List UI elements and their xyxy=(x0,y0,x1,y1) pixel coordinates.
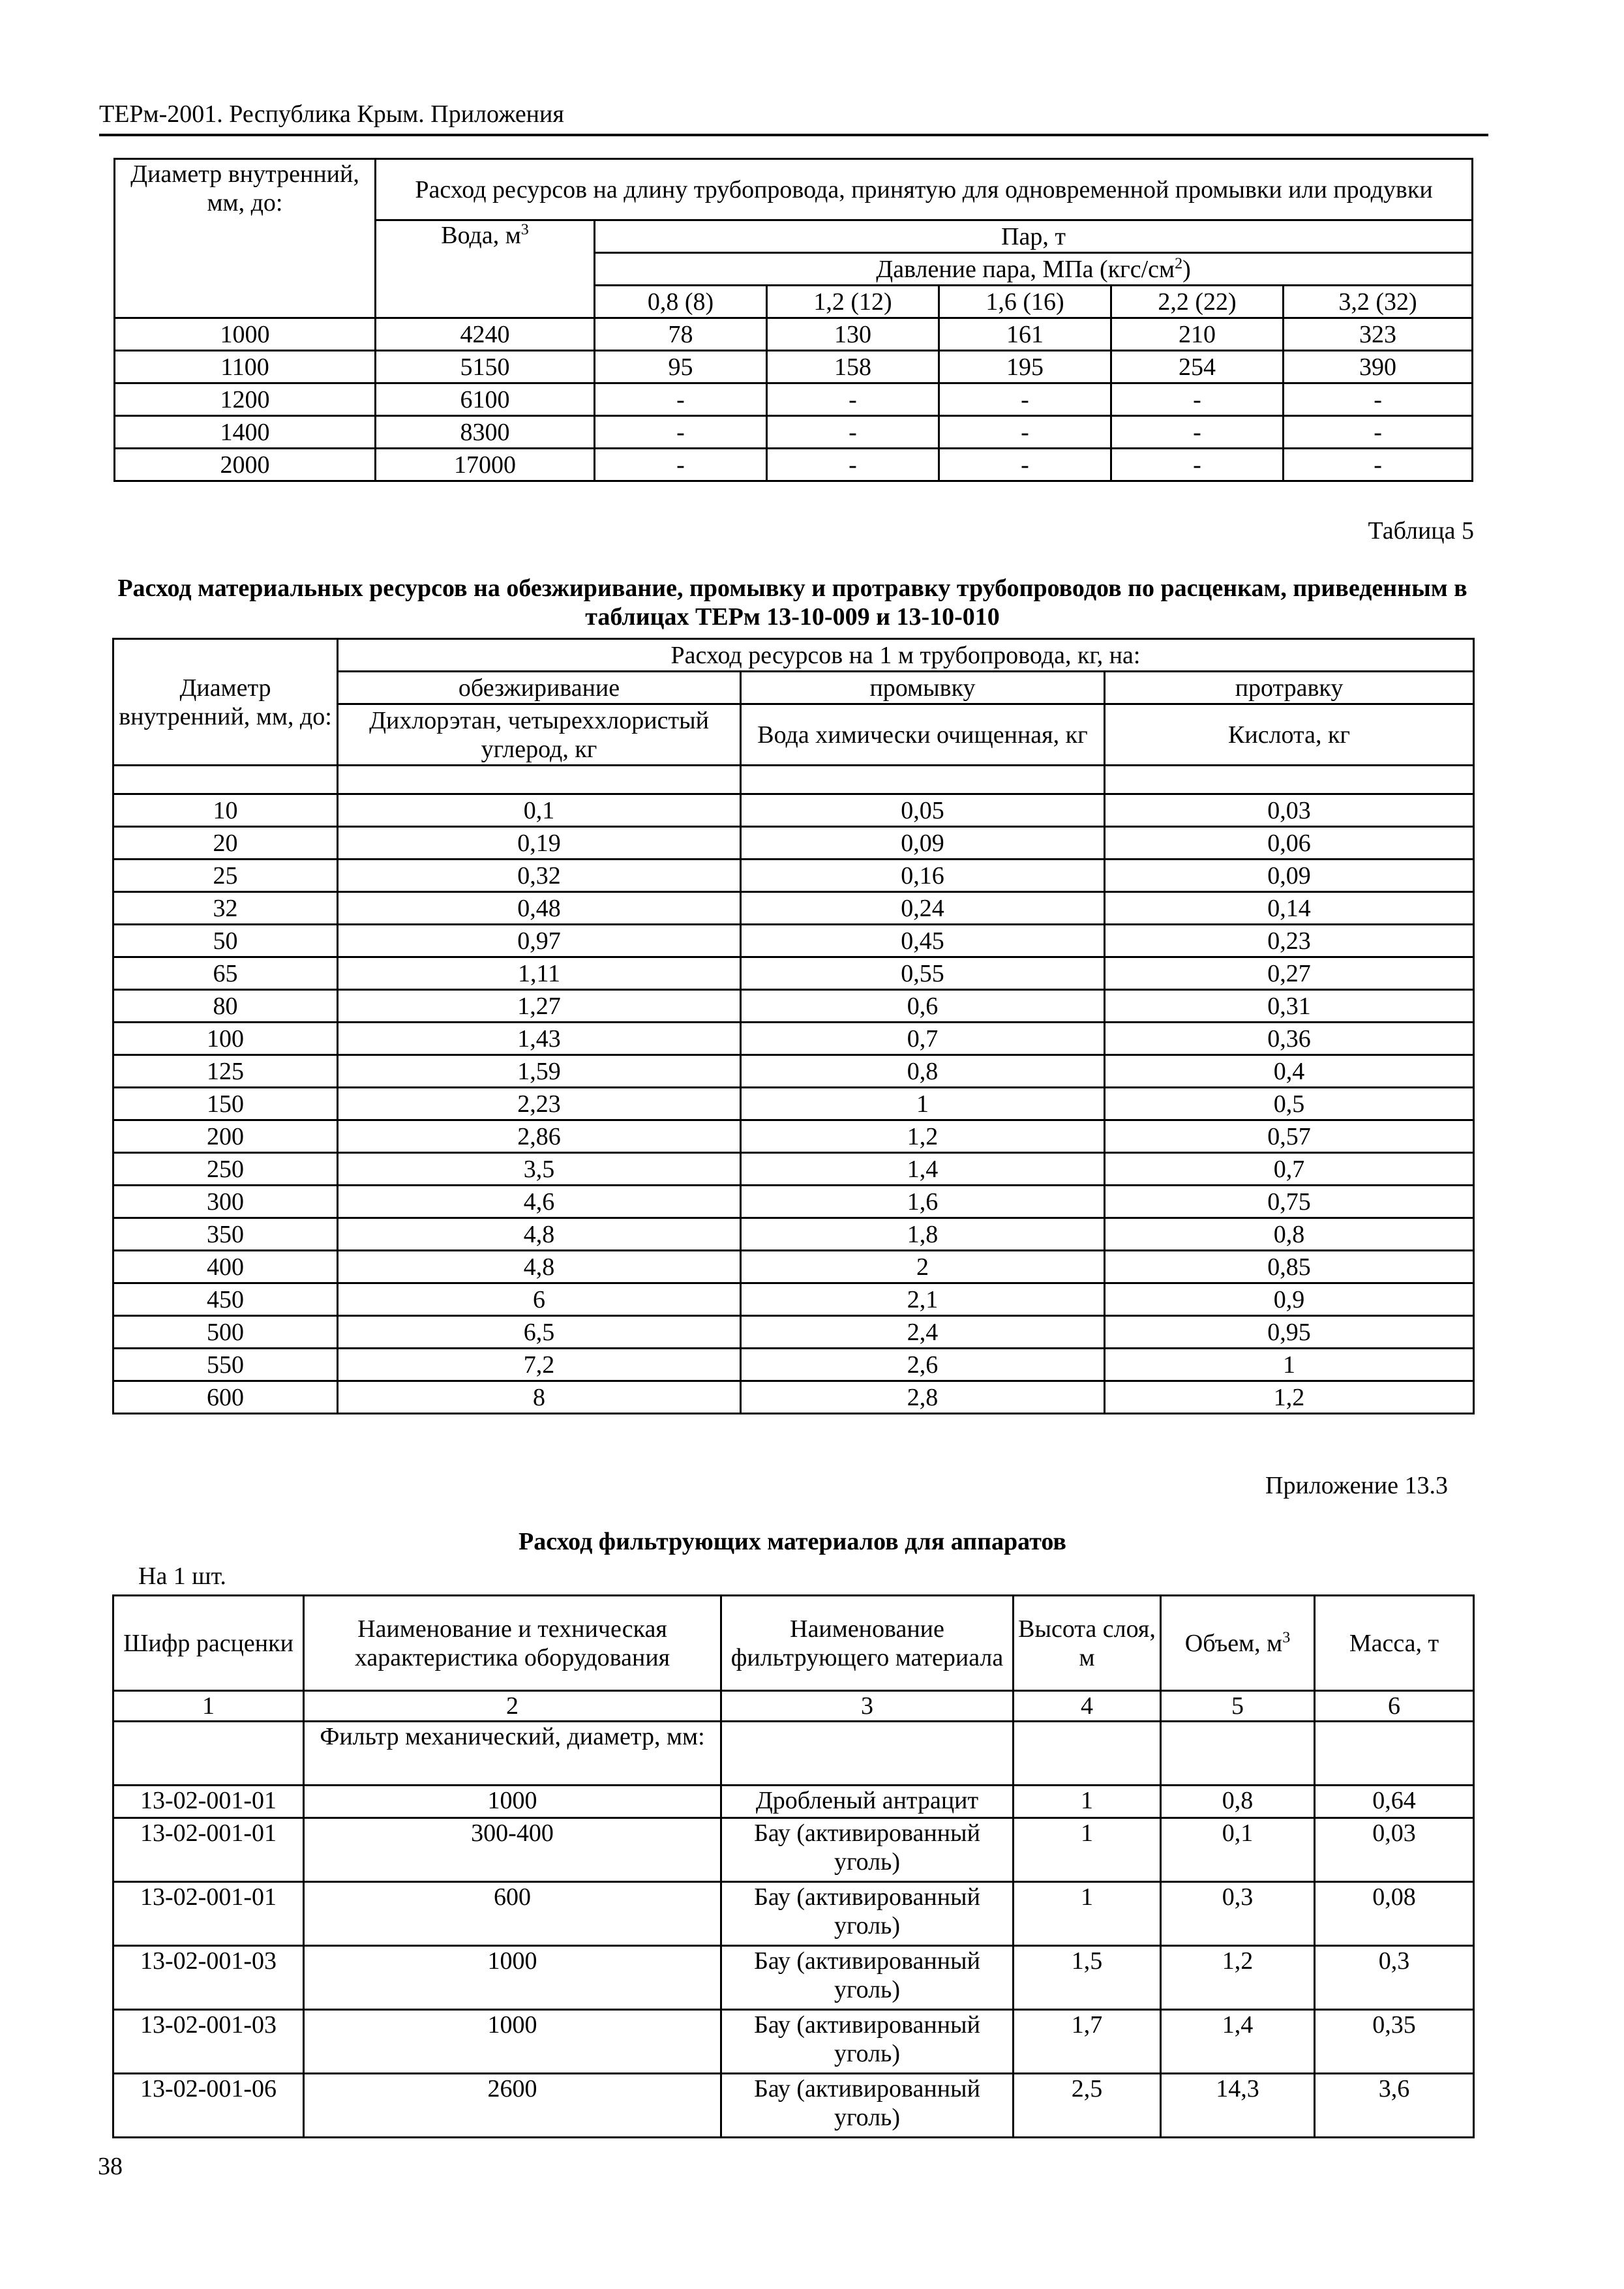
table-cell: - xyxy=(1284,416,1473,449)
table-cell: 10 xyxy=(113,794,338,827)
table-cell: 0,6 xyxy=(741,990,1105,1023)
table-row xyxy=(113,1186,1474,1218)
table-cell: 13-02-001-03 xyxy=(113,2010,304,2074)
table-cell: 300-400 xyxy=(304,1818,721,1882)
table-row xyxy=(113,860,1474,892)
table-cell: - xyxy=(939,449,1111,481)
table-degreasing xyxy=(112,638,1475,1414)
table-cell: 400 xyxy=(113,1251,338,1283)
table-cell: 2000 xyxy=(115,449,376,481)
table-cell: 1 xyxy=(1014,1818,1161,1882)
pressure-cell: 1,6 (16) xyxy=(939,286,1111,318)
table-cell: 2,5 xyxy=(1014,2074,1161,2138)
column-number: 2 xyxy=(304,1691,721,1722)
table-cell: 2,4 xyxy=(741,1316,1105,1349)
table-filter-materials xyxy=(112,1594,1475,2138)
table-cell: - xyxy=(595,449,767,481)
column-number: 4 xyxy=(1014,1691,1161,1722)
table-cell: 350 xyxy=(113,1218,338,1251)
running-header xyxy=(99,98,1488,136)
table-cell: 1 xyxy=(1105,1349,1474,1381)
table-cell: 25 xyxy=(113,860,338,892)
table-cell: 0,24 xyxy=(741,892,1105,925)
table-cell: 323 xyxy=(1284,318,1473,351)
table-cell: 0,03 xyxy=(1315,1818,1474,1882)
table-cell: 600 xyxy=(113,1381,338,1414)
table-steam-flush xyxy=(113,158,1473,482)
table-cell: 1 xyxy=(1014,1882,1161,1946)
table-row xyxy=(113,1882,1474,1946)
table-cell: 65 xyxy=(113,957,338,990)
table-cell: 1,5 xyxy=(1014,1946,1161,2010)
table-cell: 0,97 xyxy=(338,925,741,957)
table-cell: 1,27 xyxy=(338,990,741,1023)
header-op: промывку xyxy=(741,672,1105,704)
table-cell: - xyxy=(939,416,1111,449)
table-cell: 600 xyxy=(304,1882,721,1946)
table-title: Расход материальных ресурсов на обезжиривание, промывку и протравку трубопроводов по расценкам, приведенным в таблицах ТЕРм 13-10-009 и 13-10-010 xyxy=(117,575,1467,631)
table-cell: 1,59 xyxy=(338,1055,741,1088)
table-cell: 158 xyxy=(767,351,939,383)
table-row xyxy=(113,1381,1474,1414)
table-cell: 550 xyxy=(113,1349,338,1381)
pressure-cell: 2,2 (22) xyxy=(1111,286,1284,318)
column-number: 1 xyxy=(113,1691,304,1722)
table-cell: 7,2 xyxy=(338,1349,741,1381)
table-cell: 0,23 xyxy=(1105,925,1474,957)
table-row xyxy=(113,1153,1474,1186)
table-cell: - xyxy=(595,416,767,449)
table-cell: 4,6 xyxy=(338,1186,741,1218)
table-cell: 8300 xyxy=(376,416,595,449)
table-row xyxy=(113,892,1474,925)
table-cell: 100 xyxy=(113,1023,338,1055)
table-cell: 210 xyxy=(1111,318,1284,351)
table-row xyxy=(113,1055,1474,1088)
header-op: протравку xyxy=(1105,672,1474,704)
table-row xyxy=(113,827,1474,860)
table-cell: 1,2 xyxy=(1105,1381,1474,1414)
table-cell: 1,2 xyxy=(1161,1946,1315,2010)
table-cell: - xyxy=(767,416,939,449)
table-cell: 390 xyxy=(1284,351,1473,383)
header-steam: Пар, т xyxy=(595,220,1473,253)
table-cell: 8 xyxy=(338,1381,741,1414)
table-row xyxy=(113,990,1474,1023)
table-cell: Бау (активированный уголь) xyxy=(721,1818,1014,1882)
header-height: Высота слоя, м xyxy=(1014,1596,1161,1691)
table-cell: 0,45 xyxy=(741,925,1105,957)
table-cell: 4,8 xyxy=(338,1218,741,1251)
table-cell: 2,1 xyxy=(741,1283,1105,1316)
empty-cell xyxy=(113,766,338,794)
header-diameter: Диаметр внутренний, мм, до: xyxy=(115,159,376,318)
table-row xyxy=(113,1218,1474,1251)
table-cell: - xyxy=(1111,416,1284,449)
table-cell: 13-02-001-01 xyxy=(113,1818,304,1882)
table-cell: 0,35 xyxy=(1315,2010,1474,2074)
header-op: обезжиривание xyxy=(338,672,741,704)
table-cell: 17000 xyxy=(376,449,595,481)
table-cell: - xyxy=(767,383,939,416)
table-cell: 0,27 xyxy=(1105,957,1474,990)
table-cell: 1 xyxy=(1014,1786,1161,1818)
table-number-label: Таблица 5 xyxy=(1368,517,1474,545)
table-cell: - xyxy=(767,449,939,481)
table-cell: 0,7 xyxy=(741,1023,1105,1055)
header-volume: Объем, $м^3$ xyxy=(1161,1596,1315,1691)
table-row xyxy=(113,2074,1474,2138)
table-cell: 130 xyxy=(767,318,939,351)
header-diameter: Диаметр внутренний, мм, до: xyxy=(113,639,338,766)
table-cell: 2 xyxy=(741,1251,1105,1283)
table-cell: - xyxy=(939,383,1111,416)
table-cell: 0,5 xyxy=(1105,1088,1474,1120)
header-name: Наименование и техническая характеристика оборудования xyxy=(304,1596,721,1691)
table-cell: 2,6 xyxy=(741,1349,1105,1381)
table-cell: 13-02-001-01 xyxy=(113,1882,304,1946)
table-cell: 1 xyxy=(741,1088,1105,1120)
table-cell: 4240 xyxy=(376,318,595,351)
table-cell: 0,19 xyxy=(338,827,741,860)
table-cell: 0,1 xyxy=(1161,1818,1315,1882)
table-row xyxy=(115,416,1473,449)
table-cell: 95 xyxy=(595,351,767,383)
table-cell: Бау (активированный уголь) xyxy=(721,2010,1014,2074)
table-cell: 6 xyxy=(338,1283,741,1316)
table-cell: 0,06 xyxy=(1105,827,1474,860)
table-row xyxy=(115,351,1473,383)
table-cell: 300 xyxy=(113,1186,338,1218)
table-cell: 4,8 xyxy=(338,1251,741,1283)
table-cell: - xyxy=(1284,449,1473,481)
empty-cell xyxy=(1161,1722,1315,1786)
table-cell: 200 xyxy=(113,1120,338,1153)
header-resources: Расход ресурсов на 1 м трубопровода, кг, на: xyxy=(338,639,1474,672)
empty-cell xyxy=(1014,1722,1161,1786)
table-cell: 1,43 xyxy=(338,1023,741,1055)
empty-cell xyxy=(1315,1722,1474,1786)
table-cell: 1,11 xyxy=(338,957,741,990)
table-row xyxy=(113,1023,1474,1055)
table-cell: 3,6 xyxy=(1315,2074,1474,2138)
document-title: ТЕРм-2001. Республика Крым. Приложения xyxy=(99,100,564,128)
appendix-label: Приложение 13.3 xyxy=(1265,1472,1448,1499)
table-cell: 50 xyxy=(113,925,338,957)
table-cell: 0,3 xyxy=(1161,1882,1315,1946)
table-cell: 0,31 xyxy=(1105,990,1474,1023)
empty-cell xyxy=(113,1722,304,1786)
table-row xyxy=(113,957,1474,990)
table-row xyxy=(115,318,1473,351)
table-cell: Бау (активированный уголь) xyxy=(721,1882,1014,1946)
table-cell: 450 xyxy=(113,1283,338,1316)
table-cell: 6,5 xyxy=(338,1316,741,1349)
table-cell: 1,4 xyxy=(741,1153,1105,1186)
table-cell: 500 xyxy=(113,1316,338,1349)
table-cell: 20 xyxy=(113,827,338,860)
table-cell: 1000 xyxy=(304,1786,721,1818)
group-label: Фильтр механический, диаметр, мм: xyxy=(304,1722,721,1786)
table-cell: 2,8 xyxy=(741,1381,1105,1414)
table-cell: 1000 xyxy=(304,1946,721,2010)
table-cell: 2,86 xyxy=(338,1120,741,1153)
table-row xyxy=(115,449,1473,481)
pressure-cell: 0,8 (8) xyxy=(595,286,767,318)
table-cell: - xyxy=(595,383,767,416)
table-cell: 2600 xyxy=(304,2074,721,2138)
table-cell: 125 xyxy=(113,1055,338,1088)
table-cell: 0,09 xyxy=(1105,860,1474,892)
table-cell: 0,36 xyxy=(1105,1023,1474,1055)
empty-cell xyxy=(741,766,1105,794)
table-row xyxy=(113,1818,1474,1882)
column-number: 5 xyxy=(1161,1691,1315,1722)
table-cell: 195 xyxy=(939,351,1111,383)
column-number: 6 xyxy=(1315,1691,1474,1722)
header-material: Кислота, кг xyxy=(1105,704,1474,766)
table-cell: 250 xyxy=(113,1153,338,1186)
table-cell: - xyxy=(1284,383,1473,416)
table-cell: 78 xyxy=(595,318,767,351)
table-cell: 1,6 xyxy=(741,1186,1105,1218)
table-cell: 0,1 xyxy=(338,794,741,827)
table-cell: 1,4 xyxy=(1161,2010,1315,2074)
table-row xyxy=(113,1349,1474,1381)
header-resources: Расход ресурсов на длину трубопровода, принятую для одновременной промывки или продувки xyxy=(376,159,1473,220)
table-cell: 0,9 xyxy=(1105,1283,1474,1316)
table-cell: 2,23 xyxy=(338,1088,741,1120)
header-material: Наименование фильтрующего материала xyxy=(721,1596,1014,1691)
table-cell: 0,8 xyxy=(1161,1786,1315,1818)
table-cell: - xyxy=(1111,383,1284,416)
table-cell: 1,7 xyxy=(1014,2010,1161,2074)
table-row xyxy=(113,1283,1474,1316)
table-cell: Бау (активированный уголь) xyxy=(721,1946,1014,2010)
table-row xyxy=(113,1946,1474,2010)
table-cell: 0,8 xyxy=(1105,1218,1474,1251)
table-cell: 1,2 xyxy=(741,1120,1105,1153)
table-cell: 0,09 xyxy=(741,827,1105,860)
table-title: Расход фильтрующих материалов для аппаратов xyxy=(519,1528,1066,1555)
table-cell: 1000 xyxy=(115,318,376,351)
table-cell: 0,03 xyxy=(1105,794,1474,827)
table-cell: 1000 xyxy=(304,2010,721,2074)
table-cell: 1400 xyxy=(115,416,376,449)
table-cell: 14,3 xyxy=(1161,2074,1315,2138)
header-material: Дихлорэтан, четыреххлористый углерод, кг xyxy=(338,704,741,766)
pressure-cell: 3,2 (32) xyxy=(1284,286,1473,318)
table-cell: 3,5 xyxy=(338,1153,741,1186)
table-cell: Бау (активированный уголь) xyxy=(721,2074,1014,2138)
table-cell: 0,8 xyxy=(741,1055,1105,1088)
table-cell: 1200 xyxy=(115,383,376,416)
header-code: Шифр расценки xyxy=(113,1596,304,1691)
table-cell: 0,95 xyxy=(1105,1316,1474,1349)
table-cell: 254 xyxy=(1111,351,1284,383)
table-cell: 0,48 xyxy=(338,892,741,925)
table-cell: 0,08 xyxy=(1315,1882,1474,1946)
table-row xyxy=(115,383,1473,416)
table-cell: 13-02-001-03 xyxy=(113,1946,304,2010)
table-cell: 80 xyxy=(113,990,338,1023)
table-cell: 0,75 xyxy=(1105,1186,1474,1218)
table-cell: 1100 xyxy=(115,351,376,383)
table-cell: 0,05 xyxy=(741,794,1105,827)
table-cell: 13-02-001-01 xyxy=(113,1786,304,1818)
table-cell: 0,57 xyxy=(1105,1120,1474,1153)
table-row xyxy=(113,925,1474,957)
table-cell: - xyxy=(1111,449,1284,481)
table-row xyxy=(113,794,1474,827)
empty-cell xyxy=(721,1722,1014,1786)
unit-label: На 1 шт. xyxy=(138,1563,226,1590)
table-cell: Дробленый антрацит xyxy=(721,1786,1014,1818)
table-row xyxy=(113,1088,1474,1120)
table-cell: 0,64 xyxy=(1315,1786,1474,1818)
table-cell: 0,55 xyxy=(741,957,1105,990)
page-number: 38 xyxy=(98,2153,123,2180)
table-cell: 0,32 xyxy=(338,860,741,892)
table-row xyxy=(113,2010,1474,2074)
table-cell: 6100 xyxy=(376,383,595,416)
table-cell: 5150 xyxy=(376,351,595,383)
table-cell: 0,4 xyxy=(1105,1055,1474,1088)
header-pressure: Давление пара, МПа $(кгс/см^2)$ xyxy=(595,253,1473,286)
table-cell: 0,14 xyxy=(1105,892,1474,925)
table-cell: 150 xyxy=(113,1088,338,1120)
table-cell: 0,16 xyxy=(741,860,1105,892)
table-row xyxy=(113,1251,1474,1283)
empty-cell xyxy=(1105,766,1474,794)
pressure-cell: 1,2 (12) xyxy=(767,286,939,318)
empty-cell xyxy=(338,766,741,794)
header-water: Вода, $м^3$ xyxy=(376,220,595,318)
table-row xyxy=(113,1120,1474,1153)
table-cell: 0,85 xyxy=(1105,1251,1474,1283)
header-mass: Масса, т xyxy=(1315,1596,1474,1691)
table-row xyxy=(113,1786,1474,1818)
table-cell: 161 xyxy=(939,318,1111,351)
column-number: 3 xyxy=(721,1691,1014,1722)
table-cell: 0,3 xyxy=(1315,1946,1474,2010)
table-cell: 13-02-001-06 xyxy=(113,2074,304,2138)
table-row xyxy=(113,1316,1474,1349)
table-cell: 0,7 xyxy=(1105,1153,1474,1186)
header-material: Вода химически очищенная, кг xyxy=(741,704,1105,766)
table-cell: 32 xyxy=(113,892,338,925)
table-cell: 1,8 xyxy=(741,1218,1105,1251)
